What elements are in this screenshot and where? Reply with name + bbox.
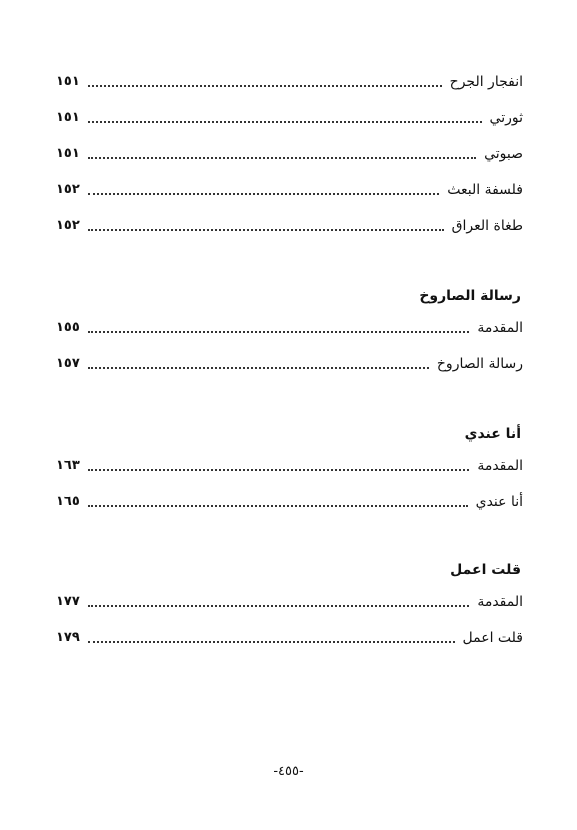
toc-entry-title: طغاة العراق — [451, 218, 523, 234]
toc-entry-title: صبوتي — [484, 146, 523, 162]
toc-entry — [56, 68, 523, 92]
toc-entry-page: ١٥١ — [56, 74, 80, 89]
toc-entry-title: فلسفة البعث — [447, 182, 523, 198]
toc-entry — [56, 624, 523, 648]
toc-entry — [56, 452, 523, 476]
toc-entry — [56, 350, 523, 374]
dot-leader — [88, 330, 470, 333]
section-heading: قلت اعمل — [450, 562, 521, 578]
page-number: -٤٥٥- — [273, 764, 304, 779]
toc-entry-page: ١٥٢ — [56, 218, 80, 233]
toc-entry-title: رسالة الصاروخ — [436, 356, 523, 372]
toc-entry-title: قلت اعمل — [462, 630, 523, 646]
dot-leader — [88, 366, 429, 369]
toc-entry — [56, 212, 523, 236]
dot-leader — [88, 156, 476, 159]
toc-entry-page: ١٦٣ — [56, 458, 80, 473]
toc-entry — [56, 140, 523, 164]
toc-entry — [56, 588, 523, 612]
toc-entry-title: أنا عندي — [475, 494, 523, 510]
toc-entry-page: ١٥١ — [56, 110, 80, 125]
dot-leader — [88, 468, 470, 471]
dot-leader — [88, 228, 444, 231]
dot-leader — [88, 120, 482, 123]
toc-entry-page: ١٥٢ — [56, 182, 80, 197]
toc-entry — [56, 488, 523, 512]
toc-entry-page: ١٥٥ — [56, 320, 80, 335]
toc-entry-title: ثورتي — [489, 110, 523, 126]
toc-entry-title: انفجار الجرح — [449, 74, 523, 90]
dot-leader — [88, 192, 439, 195]
toc-entry-page: ١٧٧ — [56, 594, 80, 609]
toc-entry-title: المقدمة — [477, 594, 523, 610]
toc-entry-page: ١٥١ — [56, 146, 80, 161]
toc-entry — [56, 314, 523, 338]
section-heading: أنا عندي — [464, 426, 521, 442]
dot-leader — [88, 84, 442, 87]
toc-entry-title: المقدمة — [477, 320, 523, 336]
dot-leader — [88, 504, 468, 507]
toc-entry — [56, 176, 523, 200]
toc-entry-title: المقدمة — [477, 458, 523, 474]
toc-entry-page: ١٦٥ — [56, 494, 80, 509]
dot-leader — [88, 604, 470, 607]
toc-entry-page: ١٥٧ — [56, 356, 80, 371]
section-heading: رسالة الصاروخ — [419, 288, 521, 304]
toc-entry — [56, 104, 523, 128]
dot-leader — [88, 640, 455, 643]
toc-entry-page: ١٧٩ — [56, 630, 80, 645]
